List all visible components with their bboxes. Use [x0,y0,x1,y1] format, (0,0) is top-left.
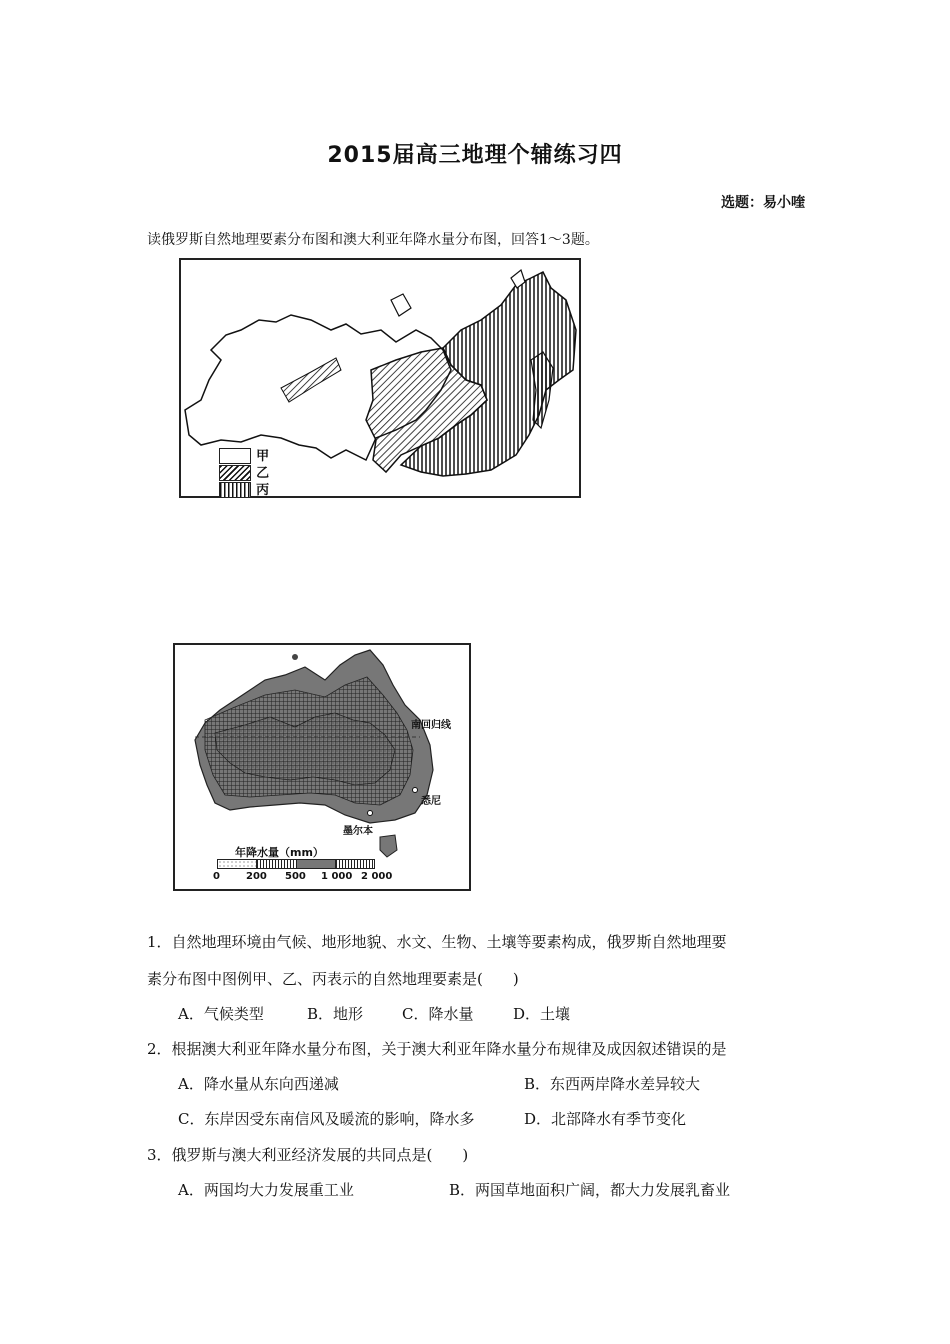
question-1-line1: 1．自然地理环境由气候、地形地貌、水文、生物、土壤等要素构成，俄罗斯自然地理要 [147,933,727,951]
sydney-dot [413,788,418,793]
legend-swatch-bing [219,482,251,498]
question-3-option-a: A．两国均大力发展重工业 [178,1181,354,1199]
legend-label-bing: 丙 [256,483,270,498]
scale-seg-dry [218,860,257,868]
scale-label-1000: 1 000 [321,871,353,882]
question-3-option-b: B．两国草地面积广阔，都大力发展乳畜业 [449,1181,731,1199]
australia-map [173,643,471,891]
scale-label-200: 200 [246,871,267,882]
question-2-option-b: B．东西两岸降水差异较大 [524,1075,701,1093]
russia-legend [219,445,269,496]
legend-title: 年降水量（mm） [235,846,324,859]
question-2-line1: 2．根据澳大利亚年降水量分布图，关于澳大利亚年降水量分布规律及成因叙述错误的是 [147,1040,727,1058]
scale-seg-wettest [336,860,374,868]
question-1-option-c: C．降水量 [402,1005,474,1023]
question-2-option-c: C．东岸因受东南信风及暖流的影响，降水多 [178,1110,475,1128]
question-1-option-b: B．地形 [307,1005,364,1023]
sydney-label: 悉尼 [421,796,441,807]
tropic-label: 南回归线 [411,720,451,731]
scale-label-500: 500 [285,871,306,882]
scale-label-2000: 2 000 [361,871,393,882]
page-title: 2015届高三地理个辅练习四 [327,143,623,168]
scale-seg-wet [297,860,336,868]
russia-map [179,258,581,498]
legend-label-yi: 乙 [256,466,270,481]
island-north [391,294,411,316]
legend-label-jia: 甲 [256,449,270,464]
rain-scale-bar [217,859,375,869]
tasmania [380,835,397,857]
melbourne-dot [368,811,373,816]
island-dot [292,654,298,660]
question-1-line2: 素分布图中图例甲、乙、丙表示的自然地理要素是( ) [147,970,519,988]
question-2-option-a: A．降水量从东向西递减 [178,1075,339,1093]
question-1-option-d: D．土壤 [513,1005,571,1023]
scale-seg-grid [257,860,296,868]
scale-label-0: 0 [213,871,220,882]
question-3-line1: 3．俄罗斯与澳大利亚经济发展的共同点是( ) [147,1146,469,1164]
question-2-option-d: D．北部降水有季节变化 [524,1110,687,1128]
melbourne-label: 墨尔本 [343,826,373,837]
intro-text: 读俄罗斯自然地理要素分布图和澳大利亚年降水量分布图，回答1～3题。 [147,232,599,248]
author-line: 选题：易小喹 [721,195,805,211]
question-1-option-a: A．气候类型 [178,1005,264,1023]
